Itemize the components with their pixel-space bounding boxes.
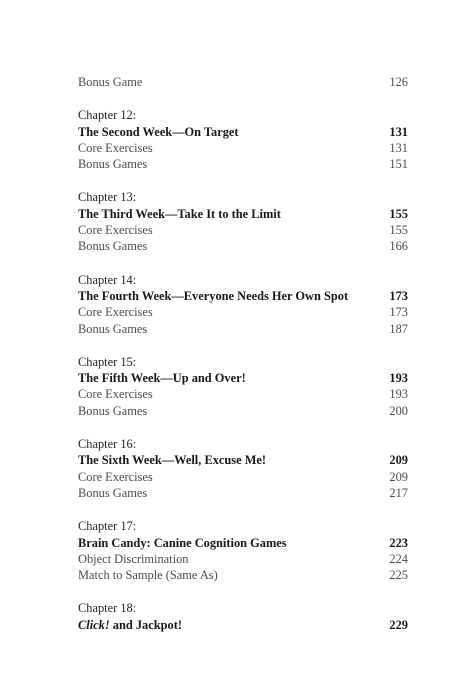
chapter-title-row bbox=[78, 288, 408, 304]
toc-page-number: 225 bbox=[389, 568, 408, 583]
chapter-16 bbox=[78, 436, 408, 501]
chapter-13 bbox=[78, 189, 408, 254]
toc-page-number: 187 bbox=[389, 321, 408, 336]
chapter-title: The Fourth Week—Everyone Needs Her Own Spot bbox=[78, 288, 349, 303]
toc-page-number: 229 bbox=[389, 617, 408, 632]
chapter-title: Brain Candy: Canine Cognition Games bbox=[78, 535, 287, 550]
toc-entry-label: Bonus Games bbox=[78, 239, 148, 254]
toc-entry-core-exercises bbox=[78, 140, 408, 156]
chapter-title: The Fifth Week—Up and Over! bbox=[78, 371, 246, 386]
toc-entry-label: Bonus Games bbox=[78, 321, 148, 336]
toc-page-number: 155 bbox=[389, 206, 408, 221]
chapter-17 bbox=[78, 518, 408, 583]
toc-entry-label: Bonus Games bbox=[78, 157, 148, 172]
toc-page-number: 166 bbox=[389, 239, 408, 254]
chapter-18 bbox=[78, 600, 408, 633]
toc-entry-bonus-games bbox=[78, 321, 408, 337]
toc-entry-label: Object Discrimination bbox=[78, 551, 189, 566]
chapter-label: Chapter 13: bbox=[78, 190, 137, 205]
toc-page-number: 173 bbox=[389, 305, 408, 320]
toc-entry-object-discrimination bbox=[78, 551, 408, 567]
toc-page-number: 209 bbox=[389, 469, 408, 484]
chapter-title: The Third Week—Take It to the Limit bbox=[78, 206, 281, 221]
toc-entry-label: Bonus Games bbox=[78, 403, 148, 418]
chapter-label: Chapter 18: bbox=[78, 601, 137, 616]
toc-entry-bonus-games bbox=[78, 238, 408, 254]
toc-entry-bonus-games bbox=[78, 403, 408, 419]
chapter-title-italic: Click! bbox=[78, 617, 110, 632]
toc-page-number: 217 bbox=[389, 485, 408, 500]
chapter-title-row bbox=[78, 535, 408, 551]
toc-entry-label: Core Exercises bbox=[78, 387, 153, 402]
chapter-label: Chapter 16: bbox=[78, 437, 137, 452]
toc-entry-core-exercises bbox=[78, 222, 408, 238]
toc-entry-core-exercises bbox=[78, 386, 408, 402]
chapter-title-rest: and Jackpot! bbox=[109, 617, 182, 632]
chapter-label: Chapter 14: bbox=[78, 272, 137, 287]
chapter-title-row bbox=[78, 370, 408, 386]
chapter-title-row bbox=[78, 617, 408, 633]
chapter-title: The Second Week—On Target bbox=[78, 124, 239, 139]
toc-page-number: 131 bbox=[389, 140, 408, 155]
toc-page-number: 209 bbox=[389, 453, 408, 468]
toc-entry-label: Core Exercises bbox=[78, 223, 153, 238]
toc-entry-label: Bonus Game bbox=[78, 75, 143, 89]
chapter-label: Chapter 15: bbox=[78, 354, 137, 369]
toc-entry-core-exercises bbox=[78, 304, 408, 320]
toc-entry-bonus-games bbox=[78, 156, 408, 172]
toc-entry-match-to-sample bbox=[78, 567, 408, 583]
toc-page-number: 200 bbox=[389, 403, 408, 418]
toc-page-number: 131 bbox=[389, 124, 408, 139]
chapter-title-row bbox=[78, 124, 408, 140]
toc-entry-bonus-game bbox=[78, 74, 408, 90]
chapter-12 bbox=[78, 107, 408, 172]
toc-page-number: 126 bbox=[389, 75, 408, 89]
toc-page-number: 151 bbox=[389, 157, 408, 172]
toc-entry-label: Core Exercises bbox=[78, 469, 153, 484]
chapter-title bbox=[78, 617, 182, 633]
toc-entry-label: Match to Sample (Same As) bbox=[78, 568, 218, 583]
toc-page-number: 193 bbox=[389, 371, 408, 386]
toc-page-number: 224 bbox=[389, 551, 408, 566]
toc-entry-label: Core Exercises bbox=[78, 140, 153, 155]
toc-entry-core-exercises bbox=[78, 469, 408, 485]
chapter-label: Chapter 12: bbox=[78, 108, 137, 123]
chapter-label: Chapter 17: bbox=[78, 519, 137, 534]
toc-page-number: 223 bbox=[389, 535, 408, 550]
table-of-contents bbox=[78, 74, 408, 633]
toc-page-number: 193 bbox=[389, 387, 408, 402]
chapter-title-row bbox=[78, 206, 408, 222]
toc-entry-bonus-games bbox=[78, 485, 408, 501]
toc-entry-label: Bonus Games bbox=[78, 485, 148, 500]
toc-page-number: 173 bbox=[389, 288, 408, 303]
chapter-title-row bbox=[78, 452, 408, 468]
toc-entry-label: Core Exercises bbox=[78, 305, 153, 320]
toc-page-number: 155 bbox=[389, 223, 408, 238]
chapter-14 bbox=[78, 272, 408, 337]
chapter-title: The Sixth Week—Well, Excuse Me! bbox=[78, 453, 267, 468]
chapter-15 bbox=[78, 354, 408, 419]
